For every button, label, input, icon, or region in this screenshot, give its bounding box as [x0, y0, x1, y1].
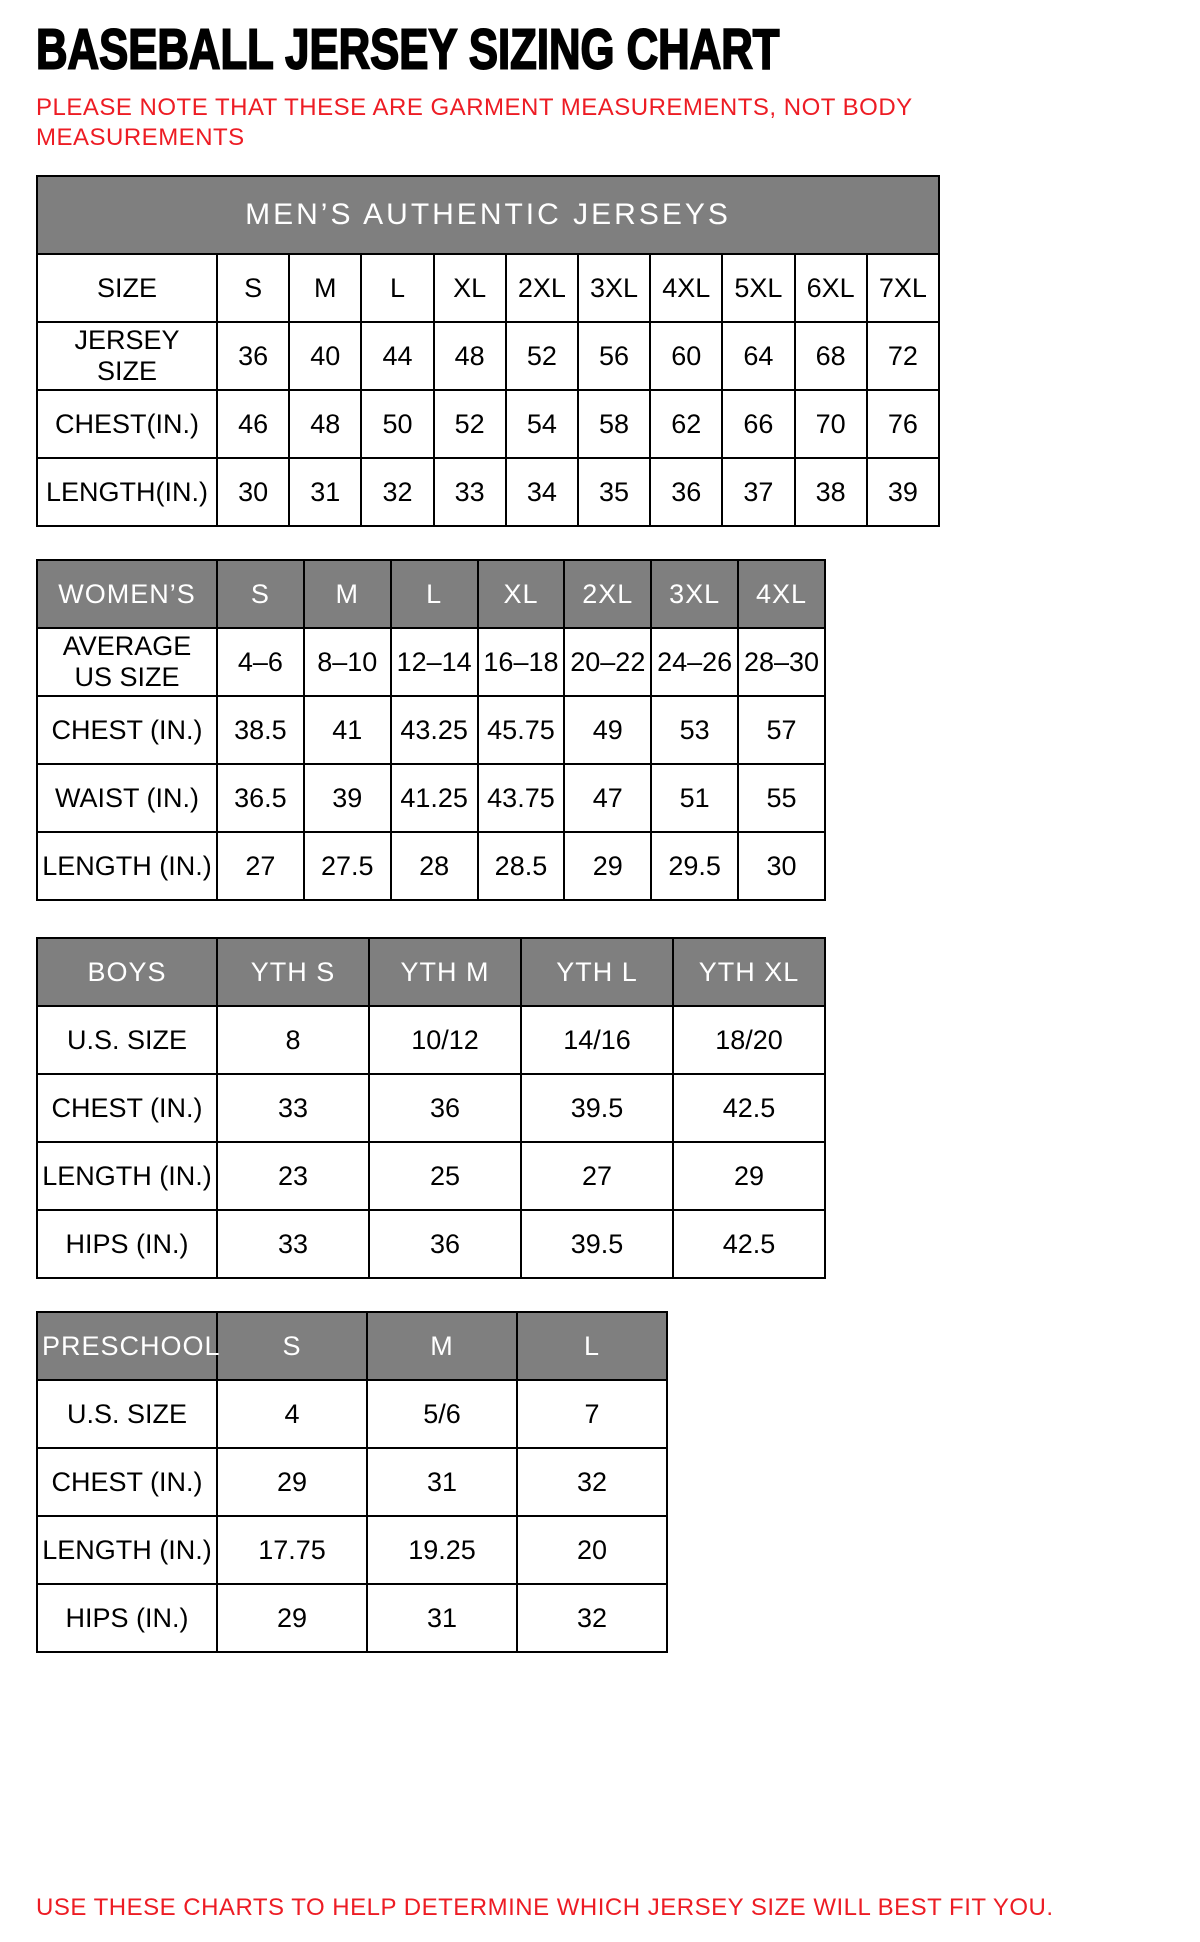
mens-row-size: [37, 254, 939, 322]
mens-table-title: MEN’S AUTHENTIC JERSEYS: [37, 176, 939, 254]
row-label: CHEST (IN.): [37, 1448, 217, 1516]
value-cell: 19.25: [367, 1516, 517, 1584]
value-cell: 64: [722, 322, 794, 390]
row-label: SIZE: [37, 254, 217, 322]
boys-row-u-s-size: [37, 1006, 825, 1074]
value-cell: 28–30: [738, 628, 825, 696]
preschool-row-hips-in: [37, 1584, 667, 1652]
value-cell: 23: [217, 1142, 369, 1210]
value-cell: 44: [361, 322, 433, 390]
value-cell: 16–18: [478, 628, 565, 696]
value-cell: 2XL: [506, 254, 578, 322]
value-cell: 48: [434, 322, 506, 390]
mens-title-row: [37, 176, 939, 254]
value-cell: 8: [217, 1006, 369, 1074]
value-cell: 53: [651, 696, 738, 764]
value-cell: 70: [795, 390, 867, 458]
value-cell: 8–10: [304, 628, 391, 696]
preschool-header-label: PRESCHOOL: [37, 1312, 217, 1380]
value-cell: 18/20: [673, 1006, 825, 1074]
mens-row-jersey-size: [37, 322, 939, 390]
womens-header-label: WOMEN’S: [37, 560, 217, 628]
value-cell: 28.5: [478, 832, 565, 900]
value-cell: 27.5: [304, 832, 391, 900]
value-cell: 56: [578, 322, 650, 390]
value-cell: 55: [738, 764, 825, 832]
womens-header-size-cell: 3XL: [651, 560, 738, 628]
value-cell: 24–26: [651, 628, 738, 696]
value-cell: 60: [650, 322, 722, 390]
value-cell: 33: [434, 458, 506, 526]
value-cell: 29: [564, 832, 651, 900]
preschool-sizing-table: [36, 1311, 668, 1653]
womens-header-size-cell: XL: [478, 560, 565, 628]
value-cell: 17.75: [217, 1516, 367, 1584]
value-cell: 5XL: [722, 254, 794, 322]
row-label: U.S. SIZE: [37, 1380, 217, 1448]
value-cell: 25: [369, 1142, 521, 1210]
boys-sizing-table: [36, 937, 826, 1279]
value-cell: 3XL: [578, 254, 650, 322]
womens-header-size-cell: 4XL: [738, 560, 825, 628]
value-cell: 48: [289, 390, 361, 458]
boys-header-row: [37, 938, 825, 1006]
value-cell: 29.5: [651, 832, 738, 900]
value-cell: S: [217, 254, 289, 322]
value-cell: 32: [517, 1448, 667, 1516]
value-cell: 41: [304, 696, 391, 764]
value-cell: 31: [367, 1584, 517, 1652]
preschool-header-size-cell: M: [367, 1312, 517, 1380]
value-cell: 20: [517, 1516, 667, 1584]
boys-header-label: BOYS: [37, 938, 217, 1006]
womens-row-chest-in: [37, 696, 825, 764]
value-cell: 46: [217, 390, 289, 458]
value-cell: 45.75: [478, 696, 565, 764]
boys-header-size-cell: YTH M: [369, 938, 521, 1006]
womens-header-size-cell: S: [217, 560, 304, 628]
row-label: LENGTH (IN.): [37, 832, 217, 900]
value-cell: 10/12: [369, 1006, 521, 1074]
value-cell: L: [361, 254, 433, 322]
preschool-header-row: [37, 1312, 667, 1380]
value-cell: 43.75: [478, 764, 565, 832]
value-cell: 35: [578, 458, 650, 526]
preschool-row-chest-in: [37, 1448, 667, 1516]
row-label: LENGTH (IN.): [37, 1142, 217, 1210]
row-label: CHEST (IN.): [37, 696, 217, 764]
row-label: HIPS (IN.): [37, 1210, 217, 1278]
value-cell: 33: [217, 1074, 369, 1142]
value-cell: 47: [564, 764, 651, 832]
value-cell: 76: [867, 390, 939, 458]
value-cell: 28: [391, 832, 478, 900]
value-cell: XL: [434, 254, 506, 322]
value-cell: 37: [722, 458, 794, 526]
value-cell: 51: [651, 764, 738, 832]
value-cell: 32: [517, 1584, 667, 1652]
value-cell: 72: [867, 322, 939, 390]
value-cell: 62: [650, 390, 722, 458]
row-label: LENGTH(IN.): [37, 458, 217, 526]
value-cell: 27: [521, 1142, 673, 1210]
value-cell: 29: [673, 1142, 825, 1210]
value-cell: 6XL: [795, 254, 867, 322]
value-cell: 20–22: [564, 628, 651, 696]
value-cell: M: [289, 254, 361, 322]
value-cell: 5/6: [367, 1380, 517, 1448]
row-label: WAIST (IN.): [37, 764, 217, 832]
footer-note: USE THESE CHARTS TO HELP DETERMINE WHICH JERSEY SIZE WILL BEST FIT YOU.: [36, 1894, 1054, 1921]
preschool-header-size-cell: S: [217, 1312, 367, 1380]
row-label: JERSEY SIZE: [37, 322, 217, 390]
row-label: CHEST (IN.): [37, 1074, 217, 1142]
value-cell: 42.5: [673, 1074, 825, 1142]
value-cell: 39: [304, 764, 391, 832]
value-cell: 40: [289, 322, 361, 390]
value-cell: 41.25: [391, 764, 478, 832]
row-label: HIPS (IN.): [37, 1584, 217, 1652]
page-title: BASEBALL JERSEY SIZING CHART: [36, 18, 780, 82]
value-cell: 52: [434, 390, 506, 458]
womens-row-waist-in: [37, 764, 825, 832]
value-cell: 49: [564, 696, 651, 764]
row-label: LENGTH (IN.): [37, 1516, 217, 1584]
womens-header-size-cell: M: [304, 560, 391, 628]
value-cell: 39.5: [521, 1074, 673, 1142]
row-label: CHEST(IN.): [37, 390, 217, 458]
mens-sizing-table: [36, 175, 940, 527]
value-cell: 30: [738, 832, 825, 900]
garment-measurement-note: PLEASE NOTE THAT THESE ARE GARMENT MEASUREMENTS, NOT BODY MEASUREMENTS: [36, 94, 913, 152]
value-cell: 58: [578, 390, 650, 458]
boys-header-size-cell: YTH S: [217, 938, 369, 1006]
value-cell: 32: [361, 458, 433, 526]
value-cell: 42.5: [673, 1210, 825, 1278]
row-label: AVERAGE US SIZE: [37, 628, 217, 696]
boys-row-hips-in: [37, 1210, 825, 1278]
value-cell: 36: [650, 458, 722, 526]
mens-row-length-in: [37, 458, 939, 526]
boys-row-chest-in: [37, 1074, 825, 1142]
value-cell: 4–6: [217, 628, 304, 696]
value-cell: 36.5: [217, 764, 304, 832]
womens-header-size-cell: 2XL: [564, 560, 651, 628]
value-cell: 39.5: [521, 1210, 673, 1278]
value-cell: 12–14: [391, 628, 478, 696]
value-cell: 36: [217, 322, 289, 390]
preschool-header-size-cell: L: [517, 1312, 667, 1380]
value-cell: 68: [795, 322, 867, 390]
boys-header-size-cell: YTH XL: [673, 938, 825, 1006]
boys-row-length-in: [37, 1142, 825, 1210]
value-cell: 4XL: [650, 254, 722, 322]
womens-row-average-us-size: [37, 628, 825, 696]
preschool-row-length-in: [37, 1516, 667, 1584]
value-cell: 29: [217, 1448, 367, 1516]
value-cell: 38: [795, 458, 867, 526]
womens-row-length-in: [37, 832, 825, 900]
value-cell: 38.5: [217, 696, 304, 764]
womens-header-size-cell: L: [391, 560, 478, 628]
value-cell: 30: [217, 458, 289, 526]
value-cell: 54: [506, 390, 578, 458]
value-cell: 36: [369, 1074, 521, 1142]
preschool-row-u-s-size: [37, 1380, 667, 1448]
value-cell: 36: [369, 1210, 521, 1278]
value-cell: 31: [367, 1448, 517, 1516]
value-cell: 33: [217, 1210, 369, 1278]
value-cell: 50: [361, 390, 433, 458]
value-cell: 39: [867, 458, 939, 526]
womens-sizing-table: [36, 559, 826, 901]
value-cell: 29: [217, 1584, 367, 1652]
row-label: U.S. SIZE: [37, 1006, 217, 1074]
value-cell: 66: [722, 390, 794, 458]
value-cell: 14/16: [521, 1006, 673, 1074]
value-cell: 31: [289, 458, 361, 526]
boys-header-size-cell: YTH L: [521, 938, 673, 1006]
womens-header-row: [37, 560, 825, 628]
value-cell: 43.25: [391, 696, 478, 764]
value-cell: 27: [217, 832, 304, 900]
value-cell: 7: [517, 1380, 667, 1448]
value-cell: 52: [506, 322, 578, 390]
value-cell: 34: [506, 458, 578, 526]
mens-row-chest-in: [37, 390, 939, 458]
value-cell: 4: [217, 1380, 367, 1448]
value-cell: 7XL: [867, 254, 939, 322]
value-cell: 57: [738, 696, 825, 764]
